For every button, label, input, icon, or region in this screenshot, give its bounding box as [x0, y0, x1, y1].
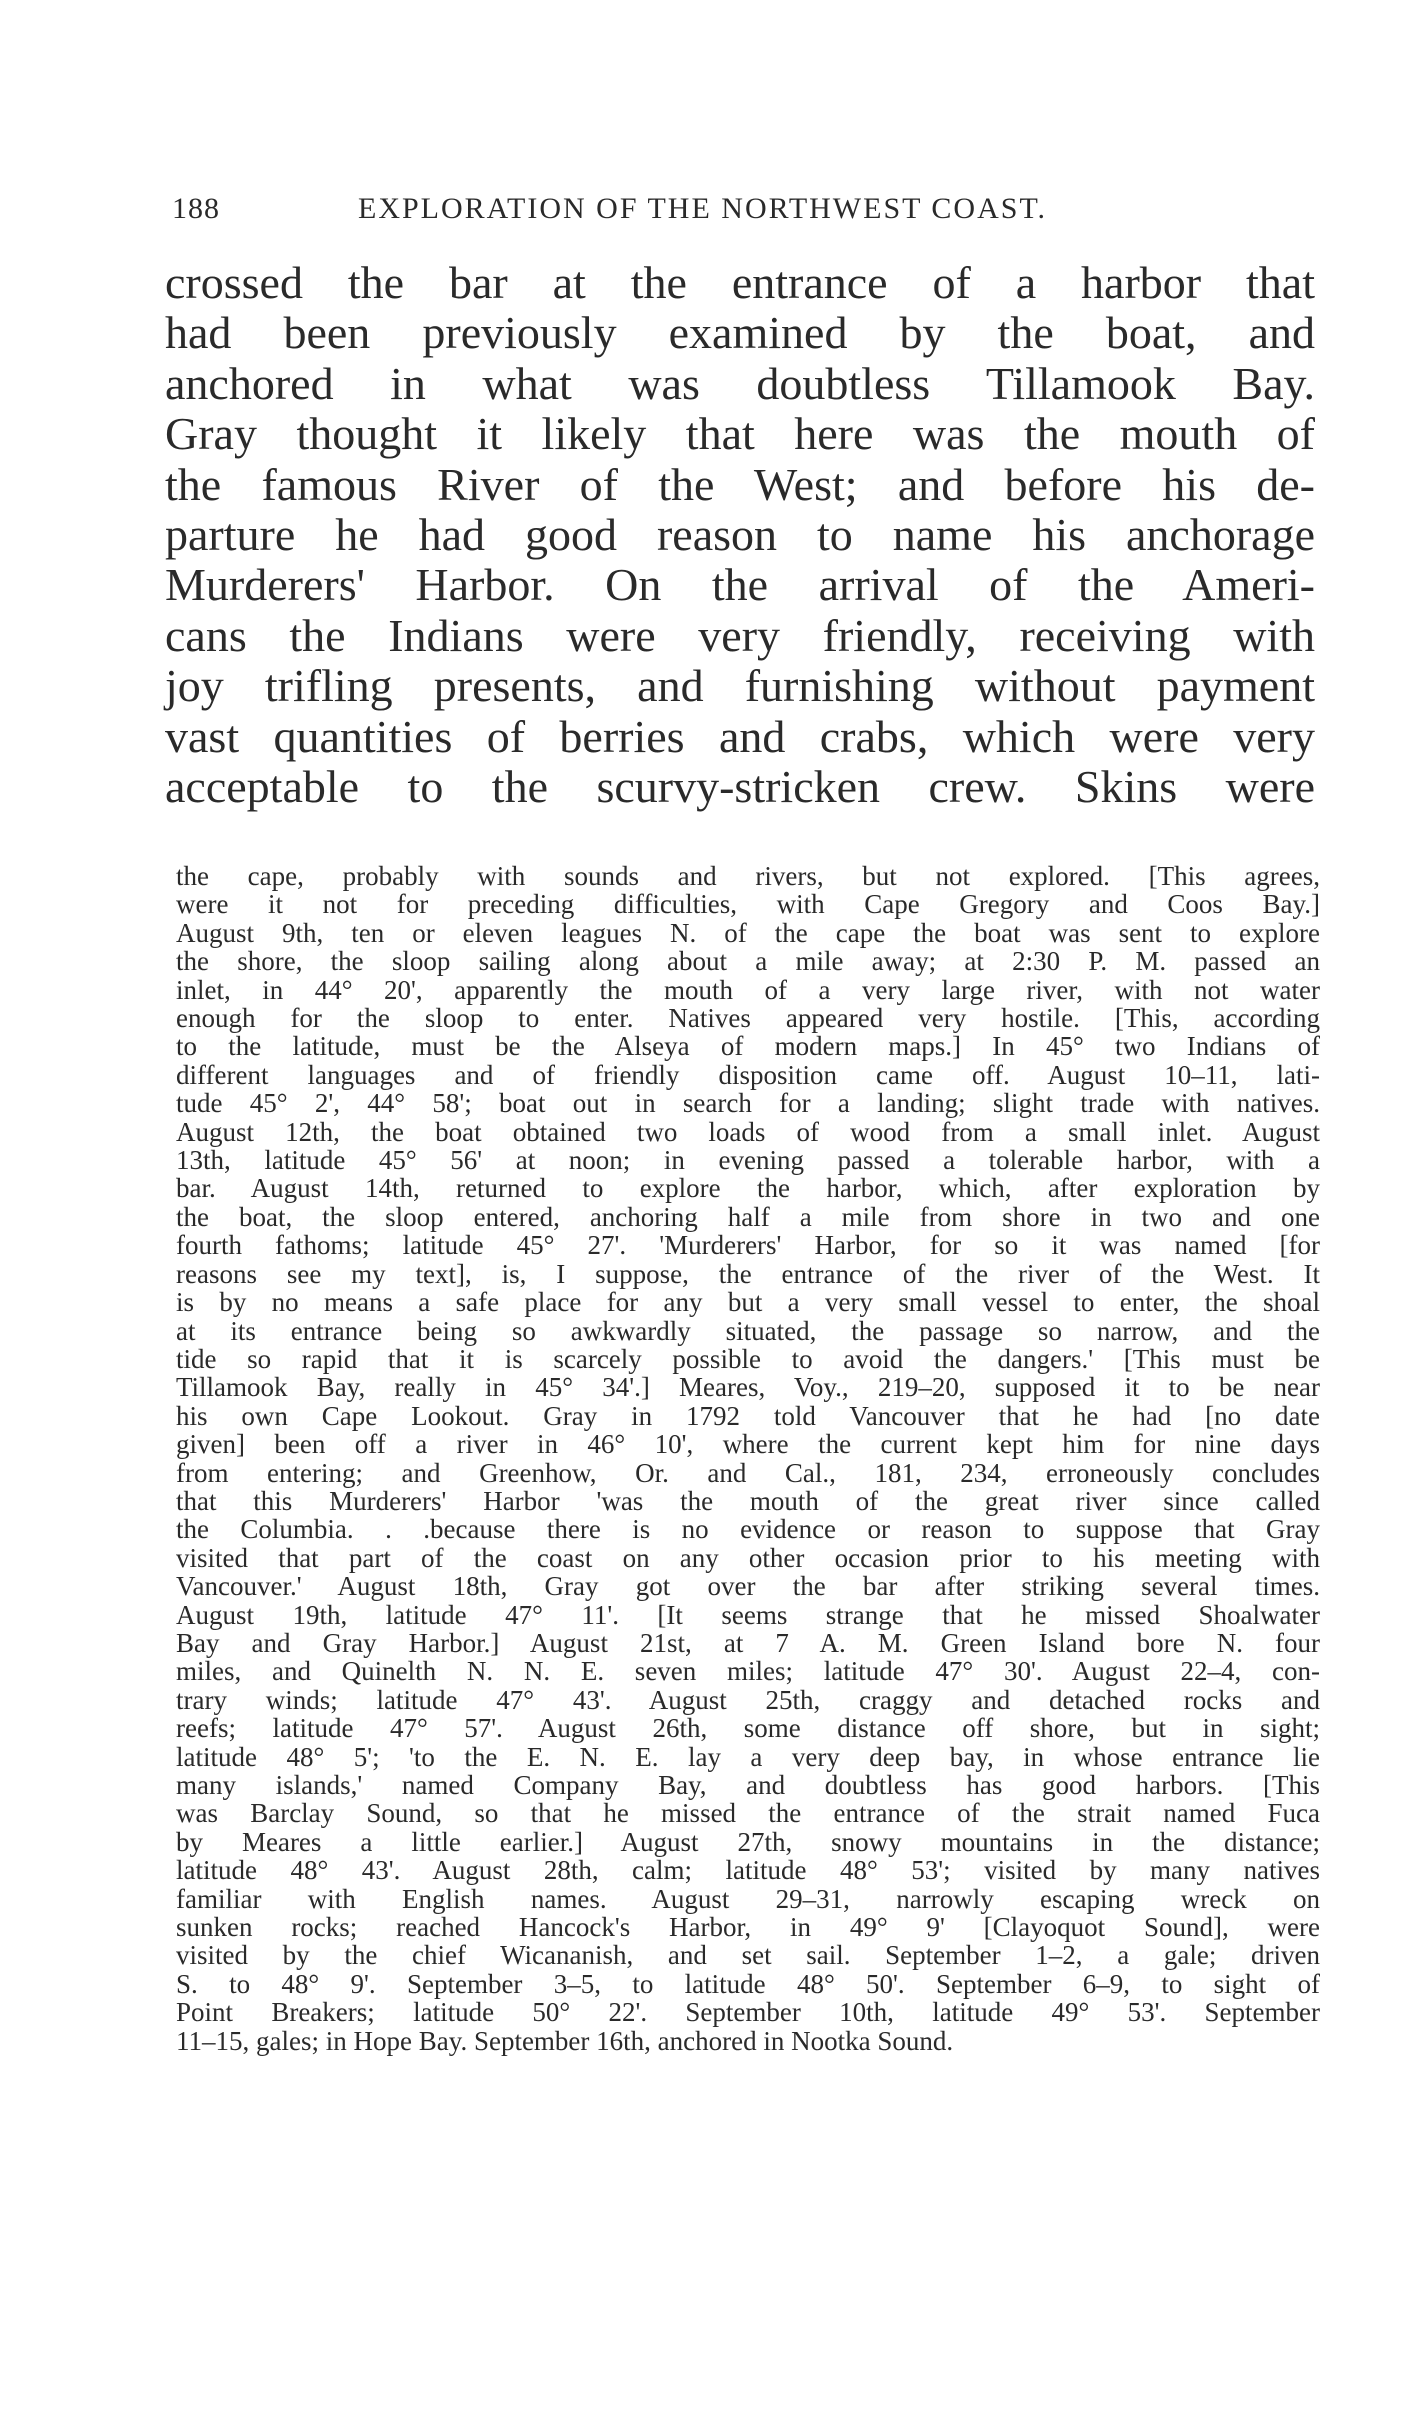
footnote-line: his own Cape Lookout. Gray in 1792 told Vancouver that he had [no date — [176, 1400, 1320, 1431]
footnote-line: August 12th, the boat obtained two loads of wood from a small inlet. August — [176, 1116, 1320, 1147]
body-line: Gray thought it likely that here was the mouth of — [165, 408, 1315, 460]
body-line: parture he had good reason to name his anchorage — [165, 508, 1315, 560]
footnote-line: sunken rocks; reached Hancock's Harbor, in 49° 9' [Clayoquot Sound], were — [176, 1912, 1320, 1943]
footnote-line: miles, and Quinelth N. N. E. seven miles; latitude 47° 30'. August 22–4, con- — [176, 1656, 1320, 1687]
footnote-line: the shore, the sloop sailing along about a mile away; at 2:30 P. M. passed an — [176, 946, 1320, 977]
running-head — [172, 184, 1280, 234]
footnote-line: enough for the sloop to enter. Natives appeared very hostile. [This, according — [176, 1003, 1320, 1034]
footnote-line: tide so rapid that it is scarcely possible to avoid the dangers.' [This must be — [176, 1343, 1320, 1374]
footnote-line: visited by the chief Wicananish, and set sail. September 1–2, a gale; driven — [176, 1940, 1320, 1971]
footnote-line: reefs; latitude 47° 57'. August 26th, some distance off shore, but in sight; — [176, 1713, 1320, 1744]
page-number: 188 — [172, 192, 220, 225]
footnote-line: 13th, latitude 45° 56' at noon; in evening passed a tolerable harbor, with a — [176, 1145, 1320, 1176]
body-line: had been previously examined by the boat, and — [165, 307, 1315, 359]
footnote-line: Bay and Gray Harbor.] August 21st, at 7 A. M. Green Island bore N. four — [176, 1627, 1320, 1658]
body-line: Murderers' Harbor. On the arrival of the Ameri- — [165, 559, 1315, 611]
footnote-line: the boat, the sloop entered, anchoring half a mile from shore in two and one — [176, 1201, 1320, 1232]
footnote-line: August 9th, ten or eleven leagues N. of the cape the boat was sent to explore — [176, 917, 1320, 948]
running-title: EXPLORATION OF THE NORTHWEST COAST. — [358, 192, 1048, 225]
footnote-line: Tillamook Bay, really in 45° 34'.] Meares, Voy., 219–20, supposed it to be near — [176, 1372, 1320, 1403]
footnote-line: was Barclay Sound, so that he missed the entrance of the strait named Fuca — [176, 1798, 1320, 1829]
footnote-line: Point Breakers; latitude 50° 22'. September 10th, latitude 49° 53'. September — [176, 1997, 1320, 2028]
footnote-line: that this Murderers' Harbor 'was the mouth of the great river since called — [176, 1485, 1320, 1516]
footnote-line: is by no means a safe place for any but a very small vessel to enter, the shoal — [176, 1287, 1320, 1318]
footnote-line: fourth fathoms; latitude 45° 27'. 'Murderers' Harbor, for so it was named [for — [176, 1230, 1320, 1261]
body-line: cans the Indians were very friendly, receiving with — [165, 609, 1315, 661]
footnote-line: given] been off a river in 46° 10', where the current kept him for nine days — [176, 1429, 1320, 1460]
footnote-line: latitude 48° 43'. August 28th, calm; latitude 48° 53'; visited by many natives — [176, 1855, 1320, 1886]
footnote-line: the cape, probably with sounds and rivers, but not explored. [This agrees, — [176, 861, 1320, 891]
body-line: vast quantities of berries and crabs, which were very — [165, 710, 1315, 762]
footnote-line: by Meares a little earlier.] August 27th, snowy mountains in the distance; — [176, 1826, 1320, 1857]
footnote-line: many islands,' named Company Bay, and doubtless has good harbors. [This — [176, 1770, 1320, 1800]
footnote-line: trary winds; latitude 47° 43'. August 25th, craggy and detached rocks and — [176, 1684, 1320, 1715]
footnote-line: S. to 48° 9'. September 3–5, to latitude 48° 50'. September 6–9, to sight of — [176, 1968, 1320, 1999]
body-paragraph — [165, 258, 1315, 812]
footnote-line: from entering; and Greenhow, Or. and Cal., 181, 234, erroneously concludes — [176, 1457, 1320, 1488]
footnote-line: the Columbia. . .because there is no evidence or reason to suppose that Gray — [176, 1514, 1320, 1545]
footnote-line: at its entrance being so awkwardly situated, the passage so narrow, and the — [176, 1315, 1320, 1346]
footnote-block — [176, 862, 1320, 2055]
body-line: acceptable to the scurvy-stricken crew. Skins were — [165, 760, 1315, 812]
footnote-line: different languages and of friendly disposition came off. August 10–11, lati- — [176, 1059, 1320, 1090]
footnote-line: 11–15, gales; in Hope Bay. September 16th, anchored in Nootka Sound. — [176, 2025, 954, 2056]
footnote-line: Vancouver.' August 18th, Gray got over the bar after striking several times. — [176, 1571, 1320, 1602]
footnote-line: to the latitude, must be the Alseya of modern maps.] In 45° two Indians of — [176, 1031, 1320, 1062]
footnote-line: familiar with English names. August 29–31, narrowly escaping wreck on — [176, 1883, 1320, 1914]
body-line: joy trifling presents, and furnishing without payment — [165, 660, 1315, 712]
body-line: anchored in what was doubtless Tillamook Bay. — [165, 357, 1315, 409]
footnote-line: were it not for preceding difficulties, with Cape Gregory and Coos Bay.] — [176, 889, 1320, 920]
footnote-line: tude 45° 2', 44° 58'; boat out in search for a landing; slight trade with natives. — [176, 1088, 1320, 1119]
footnote-line: bar. August 14th, returned to explore the harbor, which, after exploration by — [176, 1173, 1320, 1204]
footnote-line: August 19th, latitude 47° 11'. [It seems strange that he missed Shoalwater — [176, 1599, 1320, 1630]
body-line: crossed the bar at the entrance of a harbor that — [165, 257, 1315, 308]
footnote-line: inlet, in 44° 20', apparently the mouth of a very large river, with not water — [176, 974, 1320, 1005]
footnote-line: visited that part of the coast on any other occasion prior to his meeting with — [176, 1542, 1320, 1573]
footnote-line: reasons see my text], is, I suppose, the entrance of the river of the West. It — [176, 1258, 1320, 1289]
body-line: the famous River of the West; and before his de- — [165, 458, 1315, 510]
footnote-line: latitude 48° 5'; 'to the E. N. E. lay a very deep bay, in whose entrance lie — [176, 1741, 1320, 1772]
